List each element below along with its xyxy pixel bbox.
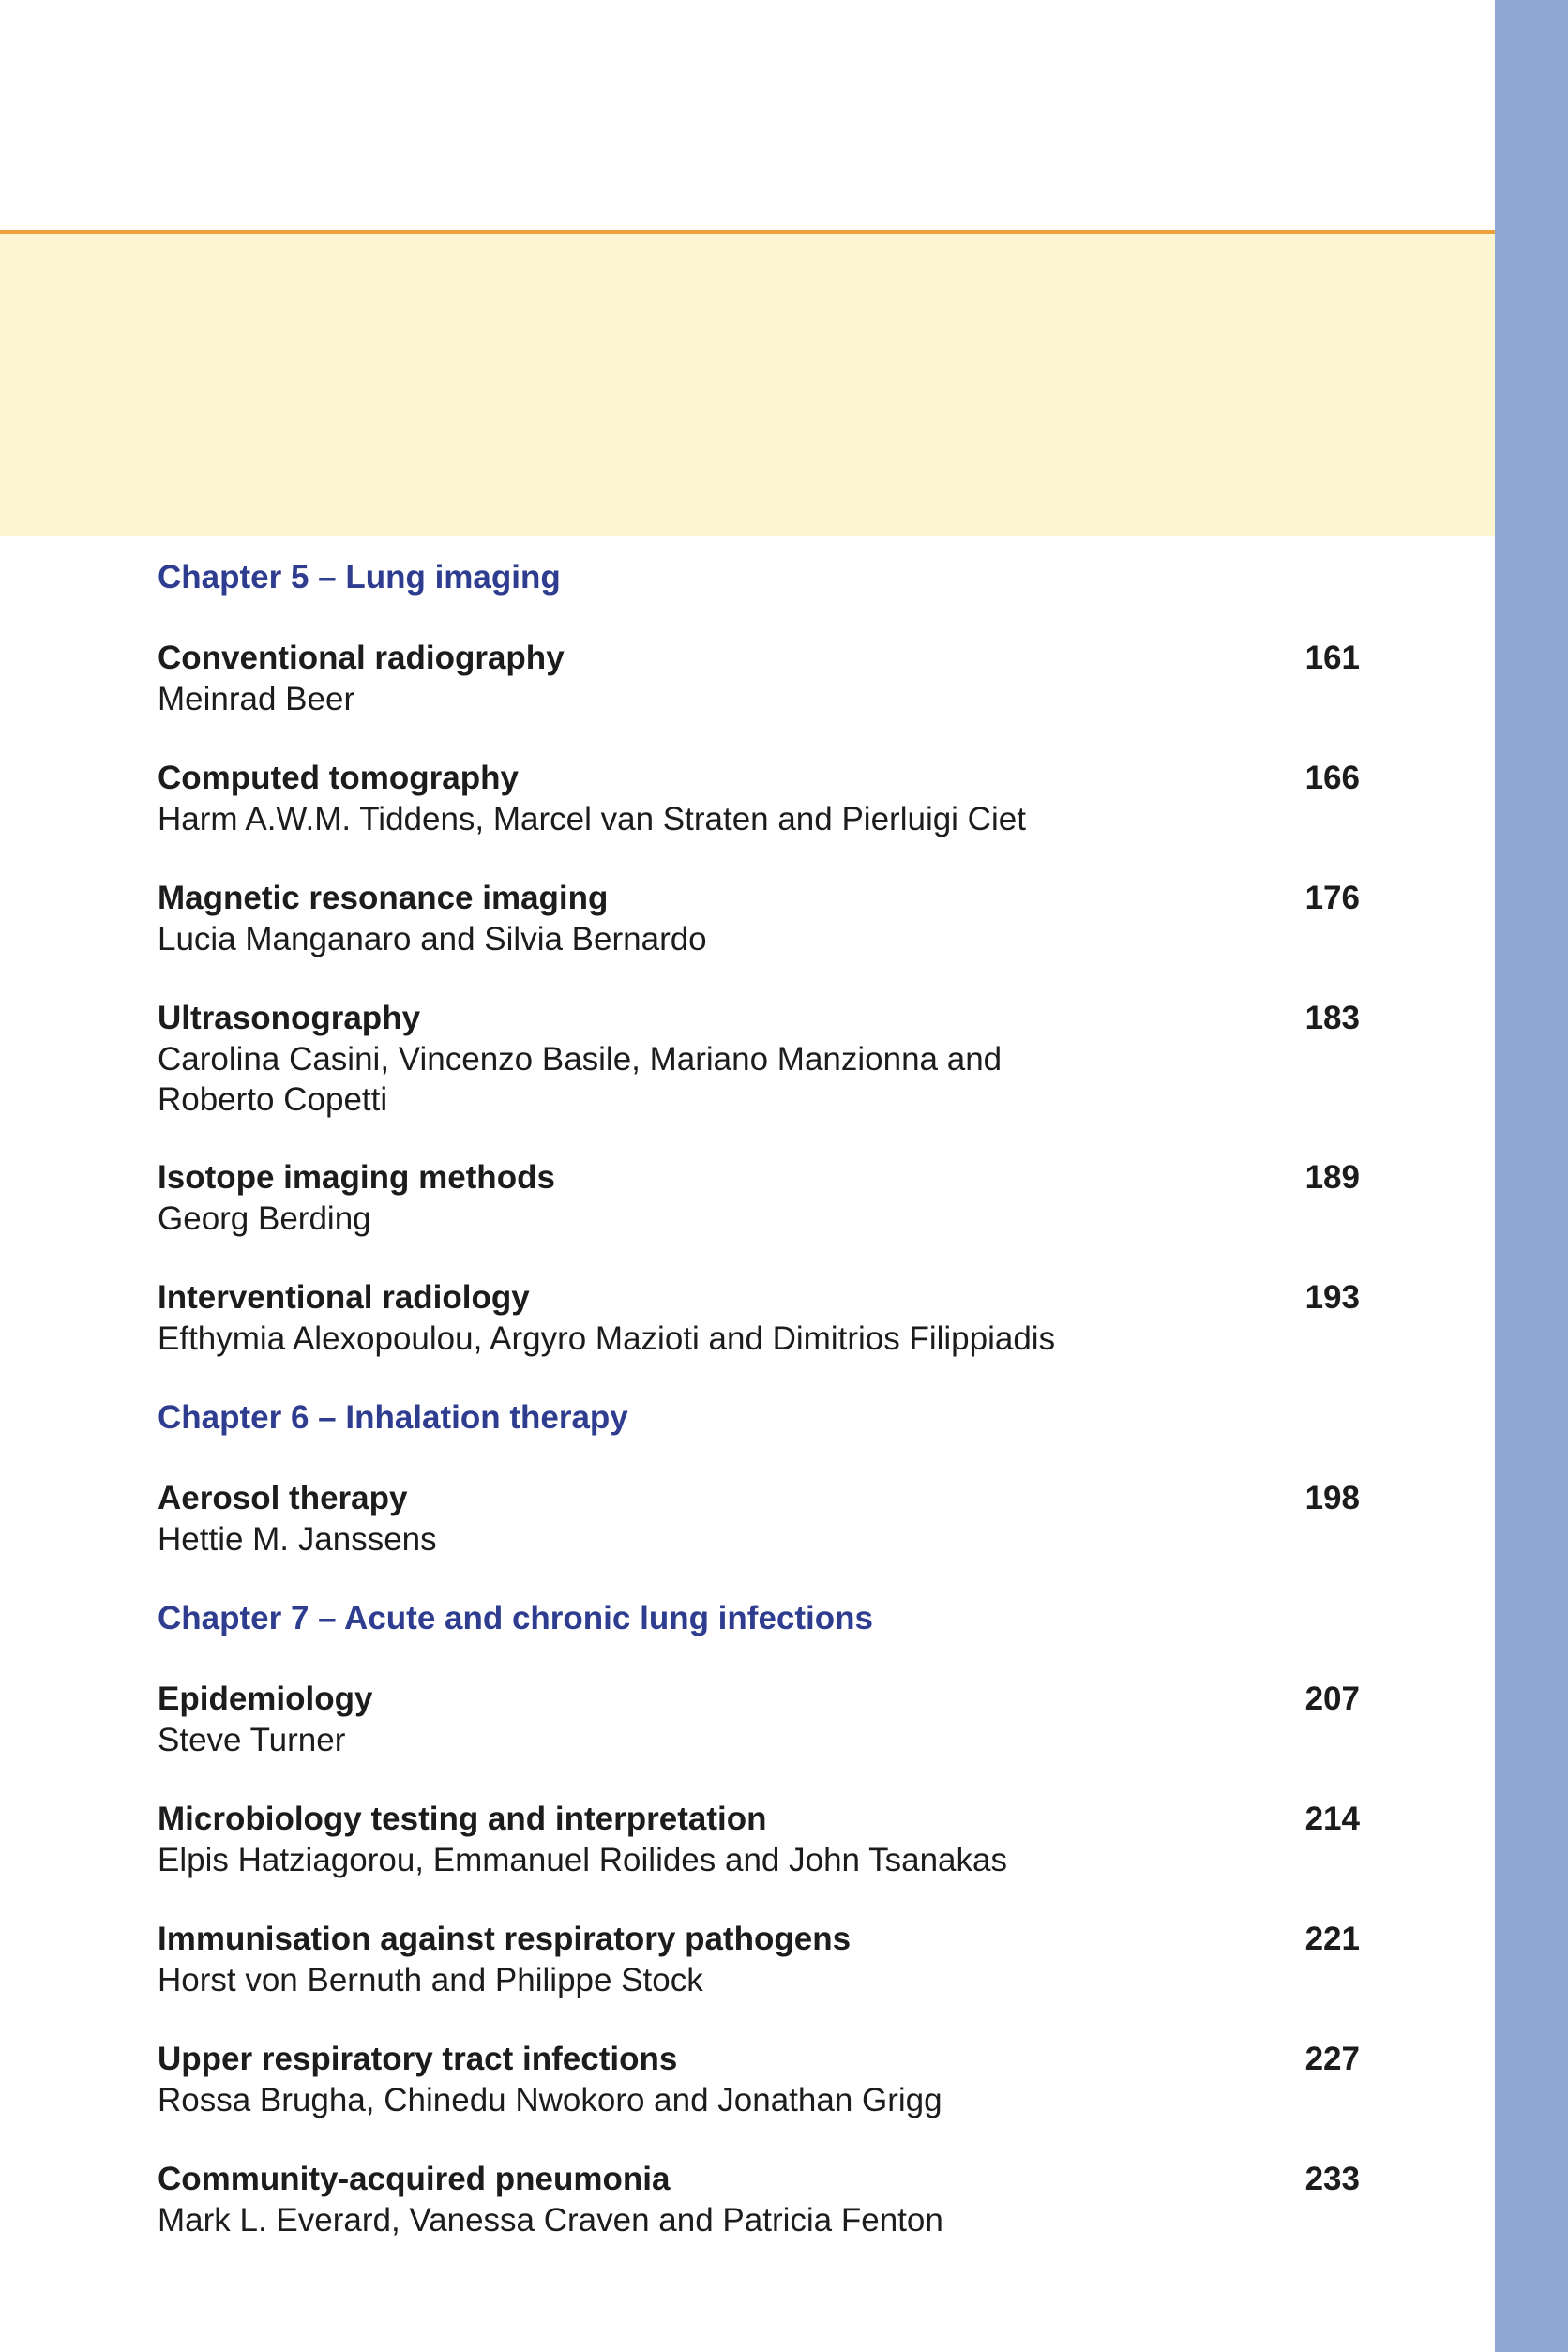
toc-entry[interactable] bbox=[158, 1157, 1360, 1239]
entry-page-number: 233 bbox=[1304, 2161, 1360, 2197]
toc-entry[interactable] bbox=[158, 878, 1360, 959]
entry-page-number: 193 bbox=[1304, 1279, 1360, 1316]
entry-title: Computed tomography bbox=[158, 760, 519, 796]
entry-title: Magnetic resonance imaging bbox=[158, 880, 609, 916]
entry-authors: Lucia Manganaro and Silvia Bernardo bbox=[158, 921, 707, 957]
entry-page-number: 198 bbox=[1304, 1480, 1360, 1516]
entry-page-number: 176 bbox=[1304, 880, 1360, 916]
entry-title: Isotope imaging methods bbox=[158, 1159, 555, 1196]
entry-page-number: 166 bbox=[1304, 760, 1360, 796]
entry-authors: Hettie M. Janssens bbox=[158, 1521, 437, 1558]
entry-title: Interventional radiology bbox=[158, 1279, 530, 1316]
toc-entry[interactable] bbox=[158, 1478, 1360, 1560]
entry-title: Conventional radiography bbox=[158, 640, 565, 676]
entry-authors: Efthymia Alexopoulou, Argyro Mazioti and Dimitrios Filippiadis bbox=[158, 1320, 1056, 1357]
entry-page-number: 227 bbox=[1304, 2041, 1360, 2077]
toc-entry[interactable] bbox=[158, 1919, 1360, 2000]
chapter-heading: Chapter 5 – Lung imaging bbox=[158, 559, 561, 596]
toc-entry[interactable] bbox=[158, 1679, 1360, 1760]
entry-page-number: 161 bbox=[1304, 640, 1360, 676]
entry-title: Community-acquired pneumonia bbox=[158, 2161, 671, 2197]
entry-title: Epidemiology bbox=[158, 1681, 373, 1717]
entry-authors: Elpis Hatziagorou, Emmanuel Roilides and John Tsanakas bbox=[158, 1842, 1007, 1878]
entry-authors: Carolina Casini, Vincenzo Basile, Mariano Manzionna and Roberto Copetti bbox=[158, 1041, 1003, 1118]
entry-authors: Horst von Bernuth and Philippe Stock bbox=[158, 1962, 703, 1998]
entry-page-number: 189 bbox=[1304, 1159, 1360, 1196]
entry-title: Immunisation against respiratory pathogens bbox=[158, 1921, 852, 1957]
entry-title: Ultrasonography bbox=[158, 1000, 421, 1036]
toc-entry[interactable] bbox=[158, 758, 1360, 839]
toc-entry[interactable] bbox=[158, 1277, 1360, 1359]
entry-authors: Harm A.W.M. Tiddens, Marcel van Straten and Pierluigi Ciet bbox=[158, 801, 1026, 837]
entry-title: Aerosol therapy bbox=[158, 1480, 408, 1516]
chapter-heading: Chapter 7 – Acute and chronic lung infections bbox=[158, 1600, 873, 1636]
header-band bbox=[0, 234, 1495, 536]
entry-authors: Mark L. Everard, Vanessa Craven and Patricia Fenton bbox=[158, 2202, 943, 2239]
entry-page-number: 214 bbox=[1304, 1801, 1360, 1837]
entry-page-number: 207 bbox=[1304, 1681, 1360, 1717]
entry-page-number: 183 bbox=[1304, 1000, 1360, 1036]
entry-page-number: 221 bbox=[1304, 1921, 1360, 1957]
toc-entry[interactable] bbox=[158, 1799, 1360, 1880]
toc-entry[interactable] bbox=[158, 638, 1360, 719]
entry-authors: Georg Berding bbox=[158, 1200, 371, 1237]
toc-entry[interactable] bbox=[158, 2039, 1360, 2120]
entry-authors: Steve Turner bbox=[158, 1722, 346, 1758]
entry-authors: Meinrad Beer bbox=[158, 681, 355, 717]
chapter-heading: Chapter 6 – Inhalation therapy bbox=[158, 1399, 628, 1436]
side-color-band bbox=[1495, 0, 1568, 2352]
entry-title: Microbiology testing and interpretation bbox=[158, 1801, 767, 1837]
entry-authors: Rossa Brugha, Chinedu Nwokoro and Jonathan Grigg bbox=[158, 2082, 942, 2118]
entry-title: Upper respiratory tract infections bbox=[158, 2041, 678, 2077]
toc-entry[interactable] bbox=[158, 998, 1360, 1120]
toc-entry[interactable] bbox=[158, 2159, 1360, 2240]
